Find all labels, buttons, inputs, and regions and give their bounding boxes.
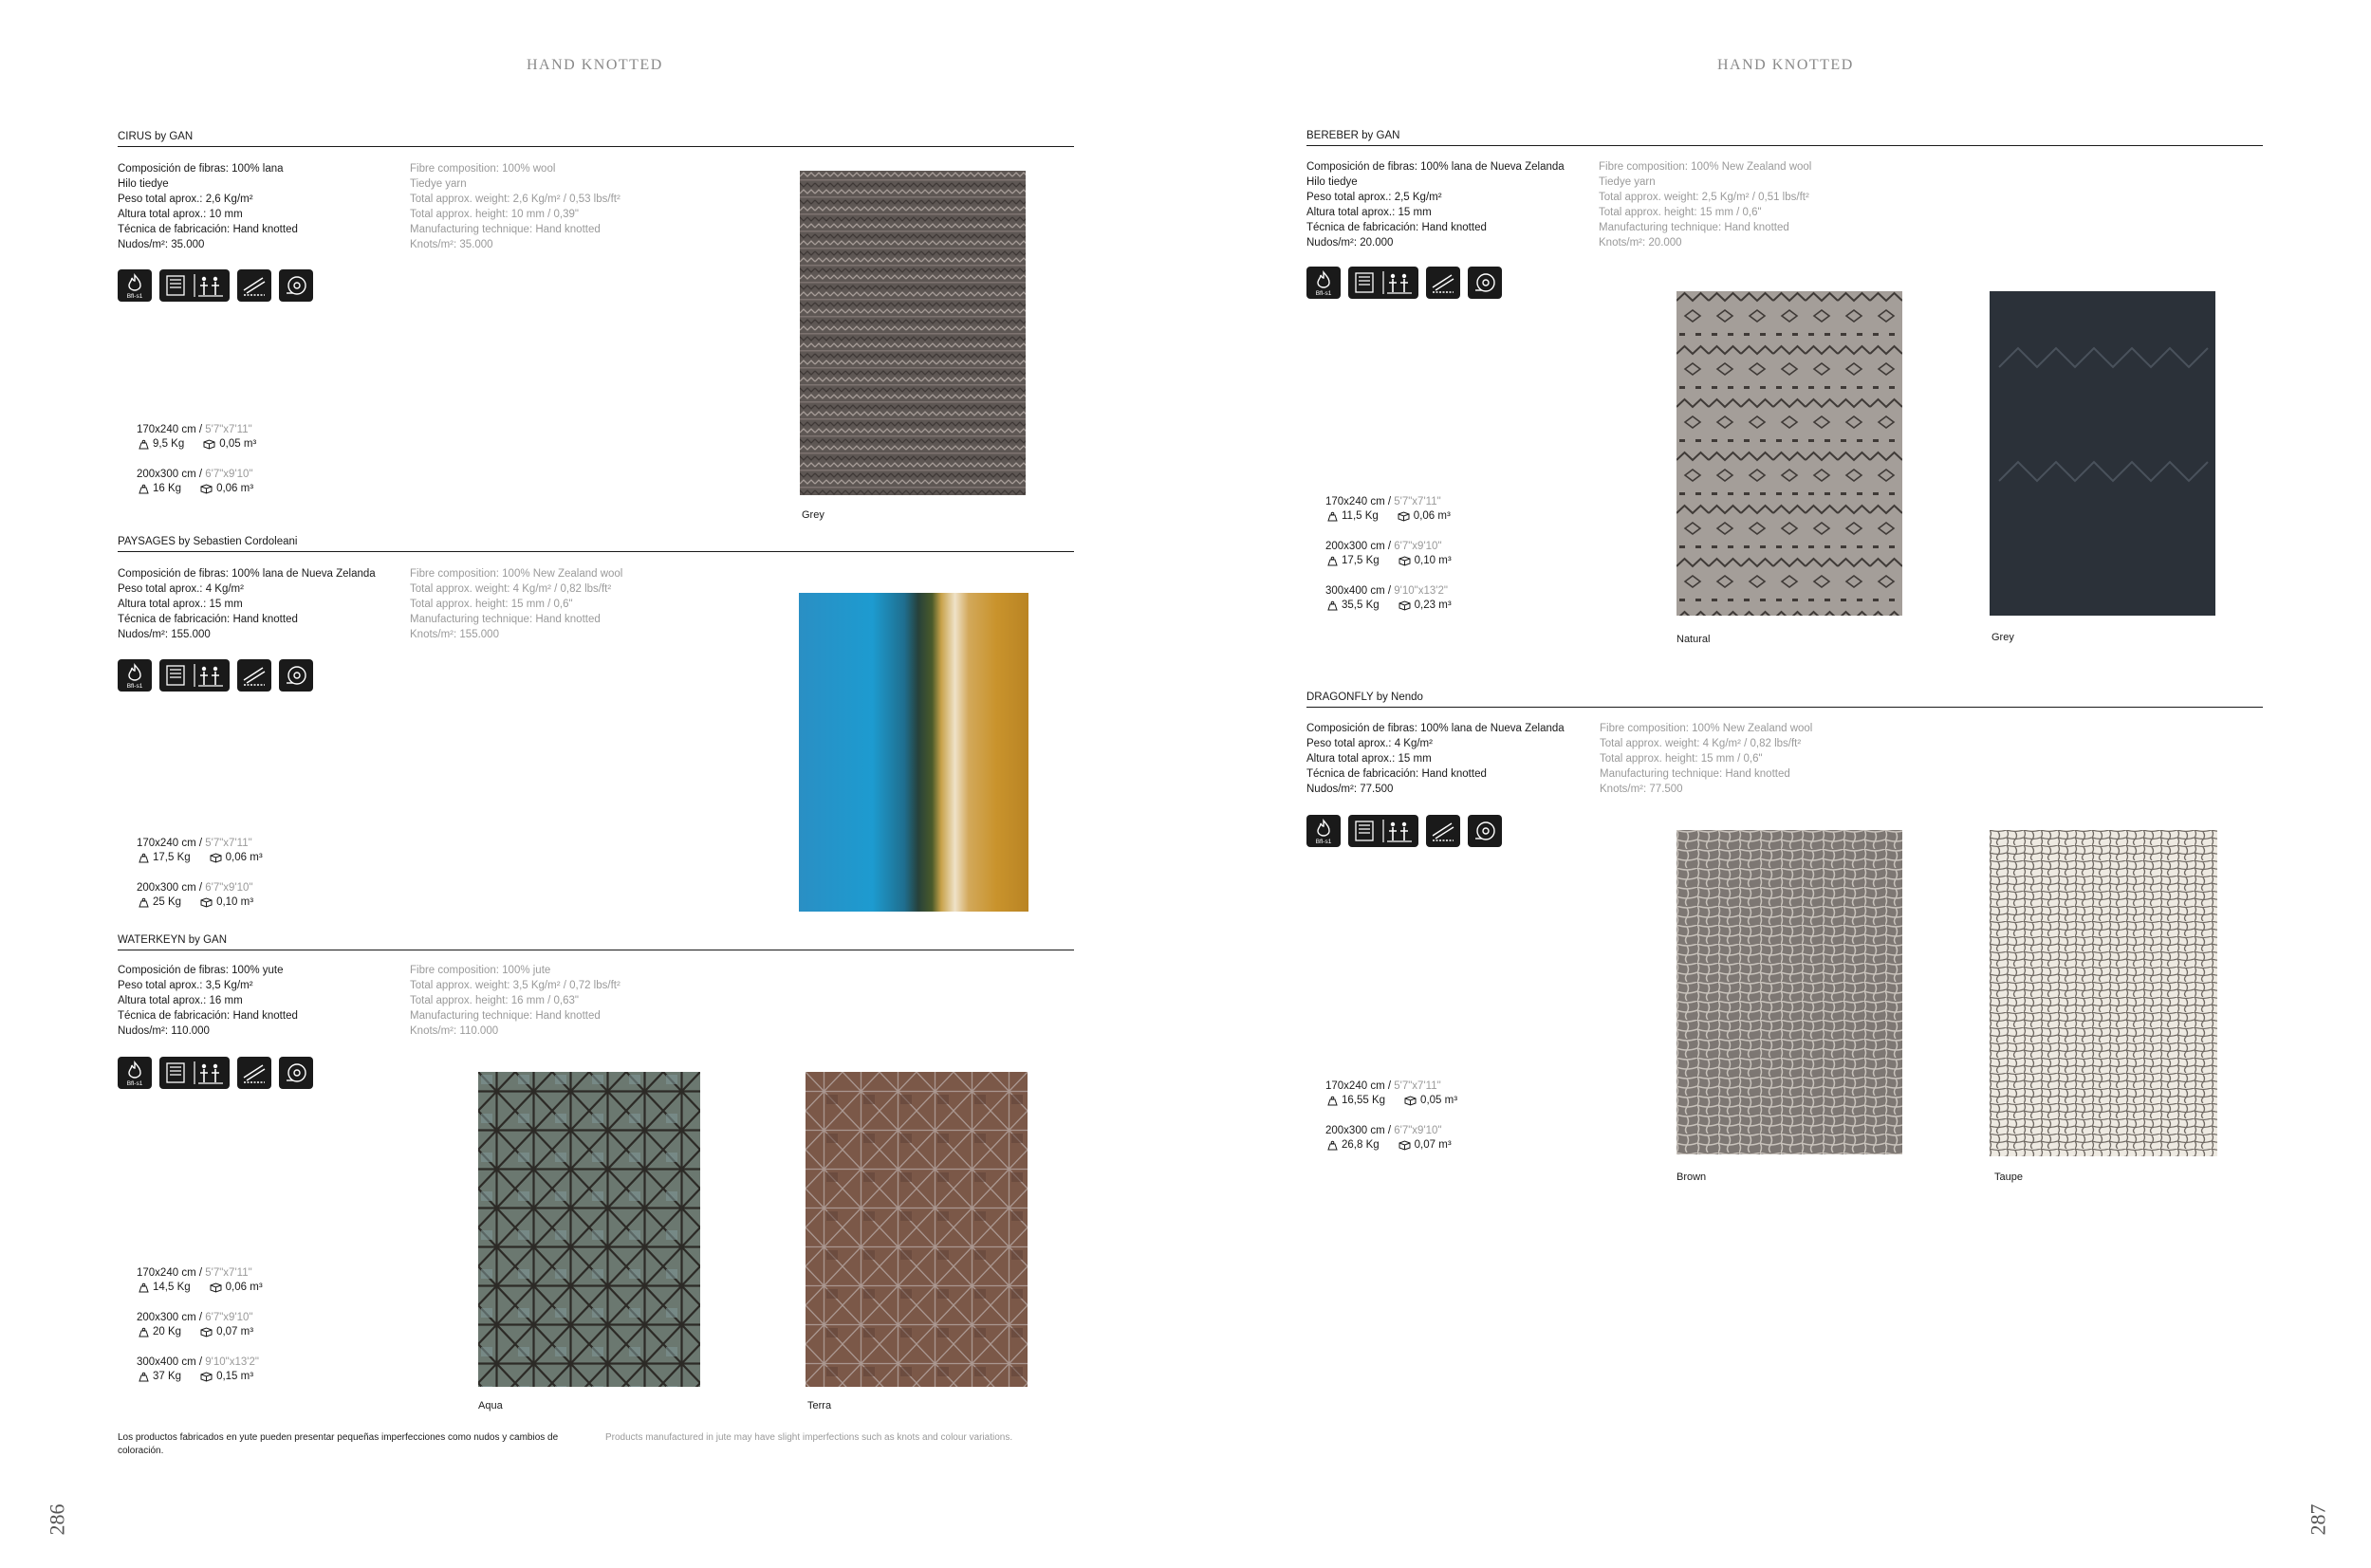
fire-rating-icon [1306, 267, 1341, 299]
weight-icon [139, 853, 149, 863]
cirus-sizes [137, 423, 256, 512]
size-volume-value: 0,15 m³ [216, 1371, 254, 1382]
vacuum-cleaning-icon [279, 1057, 313, 1089]
size-weight [139, 1370, 181, 1384]
cirus-section [118, 131, 1074, 147]
waterkeyn-color-aqua: Aqua [478, 1400, 503, 1411]
size-metric: 200x300 cm / [137, 469, 203, 480]
size-dimension [137, 1311, 263, 1325]
size-option [1325, 584, 1452, 613]
contract-use-icon [159, 269, 230, 302]
size-dimension [137, 468, 256, 482]
size-weight [1327, 509, 1379, 524]
waterkeyn-rug-terra-image [806, 1072, 1028, 1387]
paysages-sizes [137, 837, 263, 926]
fire-rating-label: Bfl-s1 [126, 1080, 143, 1087]
size-dimension [1325, 495, 1452, 509]
left-page [0, 0, 1185, 1568]
size-metric: 200x300 cm / [137, 1312, 203, 1323]
paysages-title: PAYSAGES by Sebastien Cordoleani [118, 536, 1074, 552]
volume-icon [200, 1372, 213, 1382]
cirus-specs-es: Composición de fibras: 100% lana Hilo tiedye Peso total aprox.: 2,6 Kg/m² Altura total aprox.: 10 mm Técnica de fabricación: Hand knotted Nudos/m²: 35.000 [118, 163, 298, 250]
bereber-sizes [1325, 495, 1452, 629]
running-head-right: HAND KNOTTED [1717, 57, 1854, 73]
bereber-rug-grey-image [1990, 291, 2215, 616]
size-weight [1327, 554, 1380, 568]
size-dimension [137, 881, 263, 895]
fire-rating-icon [1306, 815, 1341, 847]
jute-note-en: Products manufactured in jute may have slight imperfections such as knots and colour variations. [605, 1432, 1013, 1443]
size-volume [200, 1370, 253, 1384]
volume-icon [210, 853, 222, 863]
cirus-icons [118, 269, 313, 302]
dragonfly-rug-taupe-image [1990, 830, 2217, 1156]
pile-height-icon [1426, 267, 1460, 299]
contract-use-icon [1348, 267, 1418, 299]
size-volume [210, 1281, 263, 1295]
size-imperial: 9'10"x13'2" [202, 1356, 259, 1368]
cirus-rug-grey [800, 171, 1026, 495]
size-metric: 200x300 cm / [1325, 541, 1392, 552]
cirus-color-grey: Grey [802, 509, 824, 521]
cirus-specs-en: Fibre composition: 100% wool Tiedye yarn Total approx. weight: 2,6 Kg/m² / 0,53 lbs/ft² Total approx. height: 10 mm / 0,39" Manufacturing technique: Hand knotted Knots/m²: 35.000 [410, 163, 621, 250]
weight-icon [139, 484, 149, 494]
vacuum-cleaning-icon [279, 659, 313, 692]
weight-icon [1327, 1096, 1338, 1106]
size-weight-value: 9,5 Kg [153, 438, 185, 450]
size-imperial: 6'7"x9'10" [1391, 541, 1442, 552]
cirus-title: CIRUS by GAN [118, 131, 1074, 147]
waterkeyn-rug-terra [806, 1072, 1028, 1387]
size-option [137, 1311, 263, 1339]
size-metric: 200x300 cm / [1325, 1125, 1392, 1136]
size-volume [1399, 1138, 1452, 1153]
waterkeyn-specs-en: Fibre composition: 100% jute Total approx. weight: 3,5 Kg/m² / 0,72 lbs/ft² Total approx. height: 16 mm / 0,63" Manufacturing technique: Hand knotted Knots/m²: 110.000 [410, 965, 621, 1037]
volume-icon [200, 897, 213, 908]
size-weight [139, 437, 184, 452]
size-imperial: 6'7"x9'10" [1391, 1125, 1442, 1136]
size-weight-value: 14,5 Kg [153, 1282, 191, 1293]
weight-icon [1327, 511, 1338, 522]
size-imperial: 6'7"x9'10" [202, 469, 253, 480]
size-meta [137, 851, 263, 865]
paysages-rug [799, 593, 1028, 912]
size-weight [139, 895, 181, 910]
page-number-left: 286 [45, 1503, 69, 1536]
size-dimension [1325, 584, 1452, 599]
size-weight-value: 37 Kg [153, 1371, 182, 1382]
size-meta [137, 1325, 263, 1339]
volume-icon [203, 439, 215, 450]
size-dimension [1325, 540, 1452, 554]
size-option [137, 881, 263, 910]
bereber-rug-natural-image [1676, 291, 1902, 616]
size-weight-value: 35,5 Kg [1342, 600, 1380, 611]
fire-rating-label: Bfl-s1 [1315, 839, 1332, 845]
dragonfly-rug-taupe [1990, 830, 2217, 1156]
size-imperial: 9'10"x13'2" [1391, 585, 1448, 597]
size-weight-value: 26,8 Kg [1342, 1139, 1380, 1151]
weight-icon [139, 1327, 149, 1337]
size-weight-value: 16 Kg [153, 483, 182, 494]
size-volume [210, 851, 263, 865]
weight-icon [139, 897, 149, 908]
contract-use-icon [159, 659, 230, 692]
volume-icon [1399, 556, 1411, 566]
size-volume [1399, 554, 1452, 568]
size-volume-value: 0,07 m³ [216, 1326, 254, 1337]
size-weight [139, 1325, 181, 1339]
size-weight [1327, 599, 1380, 613]
size-dimension [137, 1356, 263, 1370]
size-option [137, 423, 256, 452]
size-imperial: 6'7"x9'10" [202, 1312, 253, 1323]
volume-icon [200, 1327, 213, 1337]
size-metric: 170x240 cm / [137, 424, 203, 435]
size-imperial: 5'7"x7'11" [202, 1267, 252, 1279]
size-meta [137, 437, 256, 452]
pile-height-icon [1426, 815, 1460, 847]
volume-icon [1398, 511, 1410, 522]
size-metric: 170x240 cm / [1325, 1080, 1392, 1092]
dragonfly-color-taupe: Taupe [1994, 1171, 2023, 1183]
size-meta [1325, 509, 1452, 524]
weight-icon [139, 1282, 149, 1293]
waterkeyn-color-terra: Terra [807, 1400, 832, 1411]
size-weight-value: 17,5 Kg [1342, 555, 1380, 566]
pile-height-icon [237, 659, 271, 692]
paysages-specs-es: Composición de fibras: 100% lana de Nueva Zelanda Peso total aprox.: 4 Kg/m² Altura total aprox.: 15 mm Técnica de fabricación: Hand knotted Nudos/m²: 155.000 [118, 568, 376, 640]
size-metric: 170x240 cm / [137, 838, 203, 849]
volume-icon [1404, 1096, 1417, 1106]
fire-rating-label: Bfl-s1 [126, 293, 143, 300]
size-volume [1398, 509, 1451, 524]
jute-note-es: Los productos fabricados en yute pueden presentar pequeñas imperfecciones como nudos y cambios de coloración. [118, 1432, 559, 1456]
waterkeyn-specs-es: Composición de fibras: 100% yute Peso total aprox.: 3,5 Kg/m² Altura total aprox.: 16 mm Técnica de fabricación: Hand knotted Nudos/m²: 110.000 [118, 965, 298, 1037]
dragonfly-specs-en: Fibre composition: 100% New Zealand wool Total approx. weight: 4 Kg/m² / 0,82 lbs/ft² Total approx. height: 15 mm / 0,6" Manufacturing technique: Hand knotted Knots/m²: 77.500 [1600, 723, 1813, 795]
size-meta [137, 1281, 263, 1295]
size-weight-value: 25 Kg [153, 896, 182, 908]
size-imperial: 5'7"x7'11" [202, 424, 252, 435]
paysages-rug-image [799, 593, 1028, 912]
size-metric: 300x400 cm / [1325, 585, 1392, 597]
paysages-specs-en: Fibre composition: 100% New Zealand wool Total approx. weight: 4 Kg/m² / 0,82 lbs/ft² Total approx. height: 15 mm / 0,6" Manufacturing technique: Hand knotted Knots/m²: 155.000 [410, 568, 623, 640]
vacuum-cleaning-icon [279, 269, 313, 302]
size-weight-value: 20 Kg [153, 1326, 182, 1337]
size-option [137, 468, 256, 496]
size-weight-value: 17,5 Kg [153, 852, 191, 863]
size-dimension [1325, 1079, 1457, 1094]
dragonfly-specs-es: Composición de fibras: 100% lana de Nueva Zelanda Peso total aprox.: 4 Kg/m² Altura total aprox.: 15 mm Técnica de fabricación: Hand knotted Nudos/m²: 77.500 [1306, 723, 1565, 795]
size-meta [137, 482, 256, 496]
size-weight [139, 1281, 191, 1295]
bereber-rug-grey [1990, 291, 2215, 616]
size-option [137, 837, 263, 865]
fire-rating-label: Bfl-s1 [126, 683, 143, 690]
bereber-icons [1306, 267, 1502, 299]
size-volume-value: 0,23 m³ [1414, 600, 1452, 611]
bereber-section [1306, 130, 2263, 146]
size-volume [1399, 599, 1452, 613]
running-head-left: HAND KNOTTED [527, 57, 663, 73]
dragonfly-sizes [1325, 1079, 1457, 1169]
size-meta [137, 895, 263, 910]
bereber-specs-en: Fibre composition: 100% New Zealand wool Tiedye yarn Total approx. weight: 2,5 Kg/m² / 0,51 lbs/ft² Total approx. height: 15 mm / 0,6" Manufacturing technique: Hand knotted Knots/m²: 20.000 [1599, 161, 1812, 249]
dragonfly-rug-brown-image [1676, 830, 1902, 1154]
size-volume-value: 0,07 m³ [1414, 1139, 1452, 1151]
dragonfly-icons [1306, 815, 1502, 847]
bereber-rug-natural [1676, 291, 1902, 616]
size-weight [139, 851, 191, 865]
size-volume-value: 0,06 m³ [1413, 510, 1451, 522]
bereber-color-natural: Natural [1676, 634, 1711, 645]
size-weight [1327, 1138, 1380, 1153]
size-volume [200, 1325, 253, 1339]
size-option [1325, 1124, 1457, 1153]
size-dimension [137, 837, 263, 851]
weight-icon [1327, 600, 1338, 611]
cirus-rug-image [800, 171, 1026, 495]
size-volume-value: 0,10 m³ [216, 896, 254, 908]
paysages-icons [118, 659, 313, 692]
size-weight [139, 482, 181, 496]
size-metric: 170x240 cm / [1325, 496, 1392, 507]
size-imperial: 5'7"x7'11" [202, 838, 252, 849]
weight-icon [139, 1372, 149, 1382]
size-imperial: 6'7"x9'10" [202, 882, 253, 894]
size-weight [1327, 1094, 1385, 1108]
size-dimension [1325, 1124, 1457, 1138]
vacuum-cleaning-icon [1468, 267, 1502, 299]
weight-icon [139, 439, 149, 450]
size-volume [200, 482, 253, 496]
size-volume-value: 0,05 m³ [1420, 1095, 1458, 1106]
size-dimension [137, 423, 256, 437]
size-meta [1325, 554, 1452, 568]
size-weight-value: 16,55 Kg [1342, 1095, 1386, 1106]
waterkeyn-rug-aqua-image [478, 1072, 700, 1387]
size-dimension [137, 1266, 263, 1281]
size-volume [200, 895, 253, 910]
size-imperial: 5'7"x7'11" [1391, 1080, 1441, 1092]
volume-icon [200, 484, 213, 494]
contract-use-icon [1348, 815, 1418, 847]
size-meta [1325, 599, 1452, 613]
bereber-color-grey: Grey [1991, 632, 2014, 643]
fire-rating-icon [118, 659, 152, 692]
size-weight-value: 11,5 Kg [1342, 510, 1379, 522]
volume-icon [1399, 1140, 1411, 1151]
volume-icon [1399, 600, 1411, 611]
vacuum-cleaning-icon [1468, 815, 1502, 847]
page-number-right: 287 [2306, 1503, 2330, 1536]
size-metric: 200x300 cm / [137, 882, 203, 894]
dragonfly-title: DRAGONFLY by Nendo [1306, 692, 2263, 708]
size-option [1325, 495, 1452, 524]
waterkeyn-sizes [137, 1266, 263, 1400]
dragonfly-rug-brown [1676, 830, 1902, 1154]
fire-rating-icon [118, 1057, 152, 1089]
size-option [1325, 1079, 1457, 1108]
bereber-title: BEREBER by GAN [1306, 130, 2263, 146]
size-volume-value: 0,06 m³ [225, 1282, 263, 1293]
pile-height-icon [237, 1057, 271, 1089]
size-volume-value: 0,10 m³ [1414, 555, 1452, 566]
size-meta [137, 1370, 263, 1384]
weight-icon [1327, 1140, 1338, 1151]
size-metric: 300x400 cm / [137, 1356, 203, 1368]
size-option [1325, 540, 1452, 568]
size-volume-value: 0,05 m³ [219, 438, 257, 450]
weight-icon [1327, 556, 1338, 566]
volume-icon [210, 1282, 222, 1293]
size-meta [1325, 1138, 1457, 1153]
fire-rating-label: Bfl-s1 [1315, 290, 1332, 297]
size-option [137, 1356, 263, 1384]
pile-height-icon [237, 269, 271, 302]
size-option [137, 1266, 263, 1295]
waterkeyn-title: WATERKEYN by GAN [118, 934, 1074, 950]
contract-use-icon [159, 1057, 230, 1089]
dragonfly-section [1306, 692, 2263, 708]
fire-rating-icon [118, 269, 152, 302]
size-volume [1404, 1094, 1457, 1108]
right-page [1186, 0, 2371, 1568]
size-volume [203, 437, 256, 452]
waterkeyn-rug-aqua [478, 1072, 700, 1387]
bereber-specs-es: Composición de fibras: 100% lana de Nueva Zelanda Hilo tiedye Peso total aprox.: 2,5 Kg/m² Altura total aprox.: 15 mm Técnica de fabricación: Hand knotted Nudos/m²: 20.000 [1306, 161, 1565, 249]
size-volume-value: 0,06 m³ [225, 852, 263, 863]
dragonfly-color-brown: Brown [1676, 1171, 1707, 1183]
size-metric: 170x240 cm / [137, 1267, 203, 1279]
size-meta [1325, 1094, 1457, 1108]
waterkeyn-section [118, 934, 1074, 950]
size-volume-value: 0,06 m³ [216, 483, 254, 494]
size-imperial: 5'7"x7'11" [1391, 496, 1441, 507]
waterkeyn-icons [118, 1057, 313, 1089]
paysages-section [118, 536, 1074, 552]
